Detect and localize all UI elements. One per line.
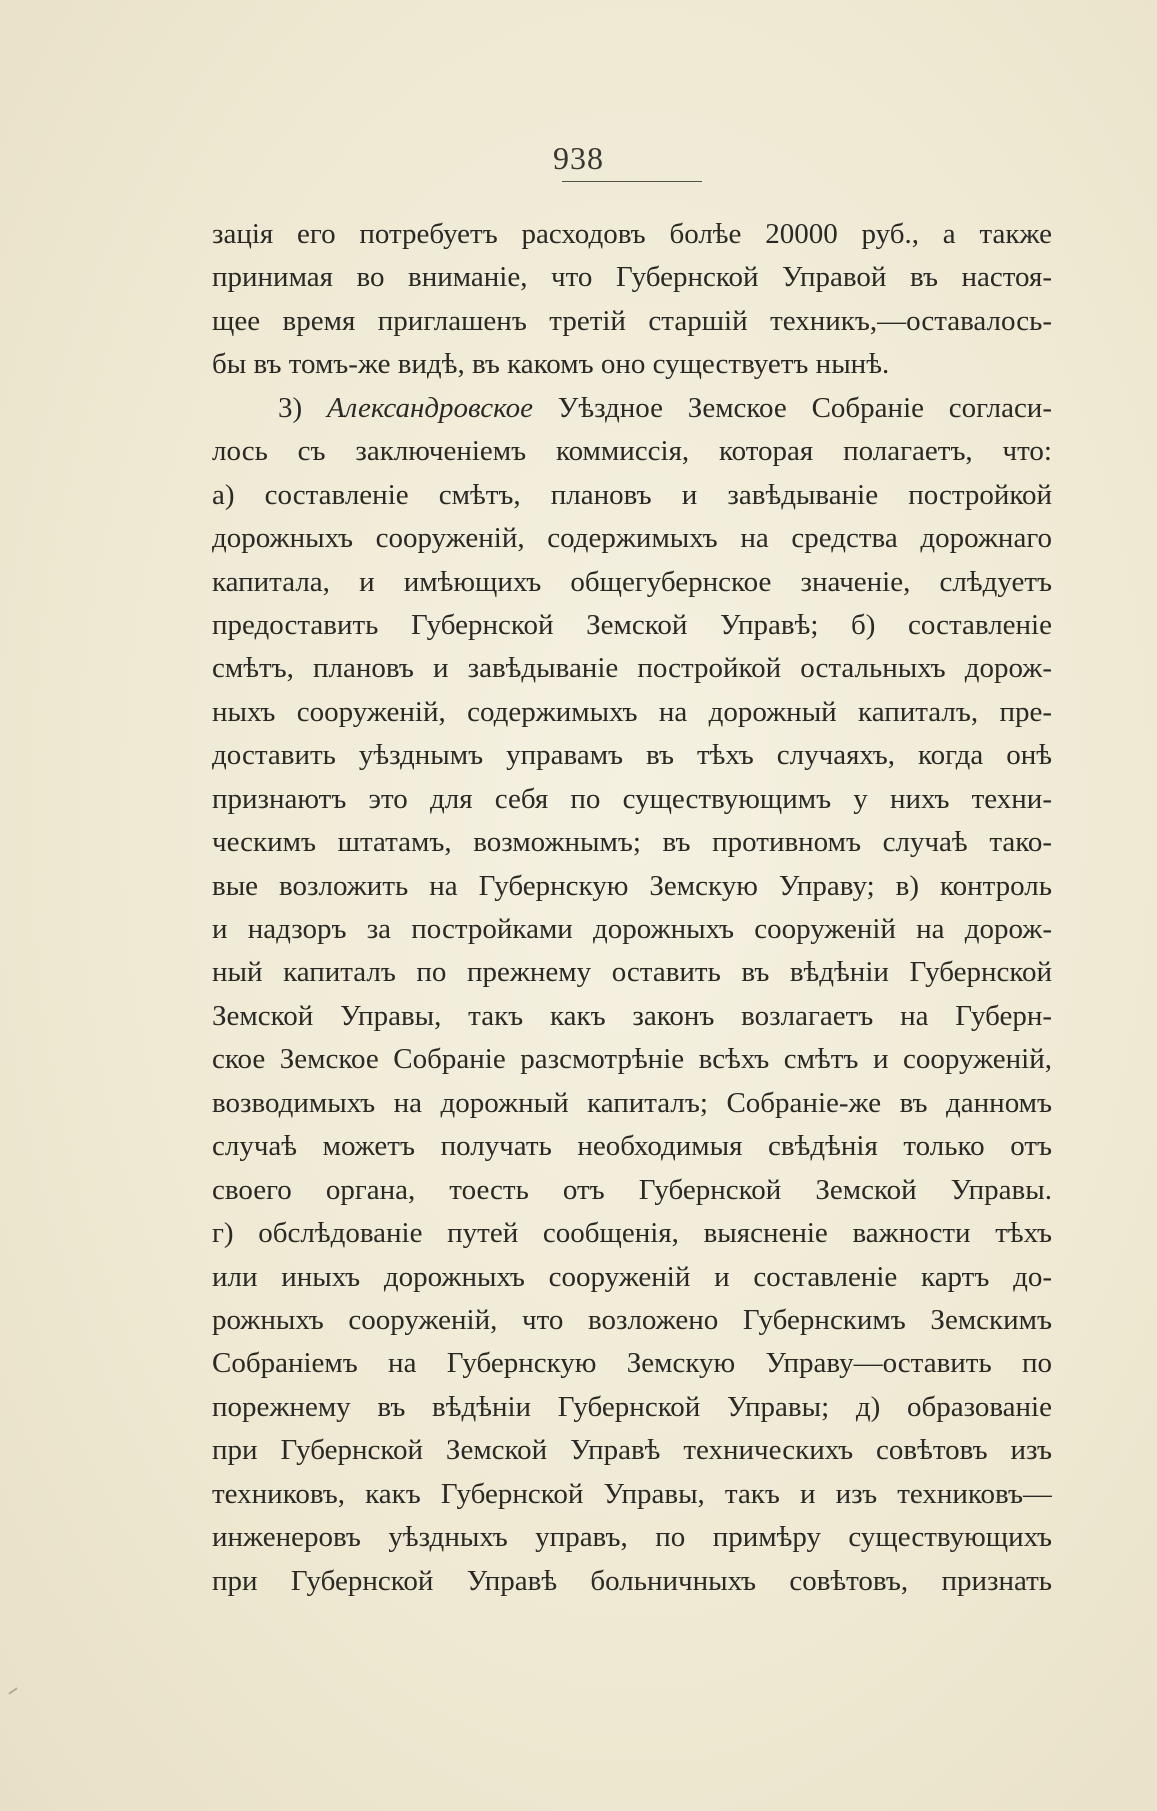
line-text: предоставить Губернской Земской Управѣ; б) составленіе bbox=[212, 608, 1052, 641]
text-line bbox=[212, 1429, 1052, 1472]
text-line bbox=[212, 1169, 1052, 1212]
line-text: смѣтъ, плановъ и завѣдываніе постройкой остальныхъ дорож- bbox=[212, 652, 1052, 685]
line-text: бы въ томъ-же видѣ, въ какомъ оно существуетъ нынѣ. bbox=[212, 348, 890, 381]
line-text: техниковъ, какъ Губернской Управы, такъ и изъ техниковъ— bbox=[212, 1477, 1052, 1510]
line-text: а) составленіе смѣтъ, плановъ и завѣдываніе постройкой bbox=[212, 478, 1052, 511]
text-line bbox=[212, 1082, 1052, 1125]
line-text: и надзоръ за постройками дорожныхъ сооруженій на дорож- bbox=[212, 913, 1052, 945]
text-line bbox=[212, 1125, 1052, 1168]
line-text: рожныхъ сооруженій, что возложено Губернскимъ Земскимъ bbox=[212, 1303, 1052, 1336]
paper-speck bbox=[8, 1687, 17, 1694]
line-text: вые возложить на Губернскую Земскую Управу; в) контроль bbox=[212, 869, 1052, 902]
text-line bbox=[212, 300, 1052, 343]
line-text: зація его потребуетъ расходовъ болѣе 20000 руб., а также bbox=[212, 218, 1052, 250]
line-text: принимая во вниманіе, что Губернской Управой въ настоя- bbox=[212, 261, 1052, 294]
line-text: при Губернской Земской Управѣ техническихъ совѣтовъ изъ bbox=[212, 1434, 1052, 1467]
text-line bbox=[212, 995, 1052, 1038]
line-text: доставить уѣзднымъ управамъ въ тѣхъ случаяхъ, когда онѣ bbox=[212, 739, 1052, 772]
text-line bbox=[212, 604, 1052, 647]
line-text: ный капиталъ по прежнему оставить въ вѣдѣніи Губернской bbox=[212, 956, 1052, 989]
line-text: возводимыхъ на дорожный капиталъ; Собраніе-же въ данномъ bbox=[212, 1086, 1052, 1119]
line-text: капитала, и имѣющихъ общегубернское значеніе, слѣдуетъ bbox=[212, 565, 1052, 598]
text-line bbox=[212, 951, 1052, 994]
text-line bbox=[212, 1386, 1052, 1429]
line-text: дорожныхъ сооруженій, содержимыхъ на средства дорожнаго bbox=[212, 522, 1052, 555]
text-line bbox=[212, 343, 1052, 386]
header-rule bbox=[562, 181, 702, 182]
text-line bbox=[212, 1516, 1052, 1559]
text-line bbox=[212, 908, 1052, 951]
line-text: ское Земское Собраніе разсмотрѣніе всѣхъ смѣтъ и сооруженій, bbox=[212, 1043, 1052, 1076]
text-line bbox=[212, 691, 1052, 734]
line-text: своего органа, тоесть отъ Губернской Земской Управы. bbox=[212, 1173, 1052, 1206]
line-text: или иныхъ дорожныхъ сооруженій и составленіе картъ до- bbox=[212, 1260, 1052, 1293]
line-text: лось съ заключеніемъ коммиссія, которая полагаетъ, что: bbox=[212, 435, 1052, 468]
line-text: Уѣздное Земское Собраніе согласи- bbox=[532, 391, 1052, 424]
text-line bbox=[212, 430, 1052, 473]
line-text: случаѣ можетъ получать необходимыя свѣдѣнія только отъ bbox=[212, 1130, 1052, 1163]
text-line bbox=[212, 1342, 1052, 1385]
text-line bbox=[212, 778, 1052, 821]
text-line bbox=[212, 821, 1052, 864]
line-text: щее время приглашенъ третій старшій техникъ,—оставалось- bbox=[212, 304, 1052, 337]
text-line bbox=[212, 865, 1052, 908]
text-line bbox=[212, 561, 1052, 604]
line-text: инженеровъ уѣздныхъ управъ, по примѣру существующихъ bbox=[212, 1521, 1052, 1554]
italic-term: Александровское bbox=[326, 391, 533, 424]
text-line bbox=[212, 387, 1052, 430]
line-text: г) обслѣдованіе путей сообщенія, выясненіе важности тѣхъ bbox=[212, 1217, 1052, 1250]
text-line bbox=[212, 474, 1052, 517]
text-line bbox=[212, 1256, 1052, 1299]
text-line bbox=[212, 734, 1052, 777]
text-line bbox=[212, 213, 1052, 256]
line-text: ческимъ штатамъ, возможнымъ; въ противномъ случаѣ тако- bbox=[212, 826, 1052, 859]
line-text: ныхъ сооруженій, содержимыхъ на дорожный капиталъ, пре- bbox=[212, 695, 1052, 728]
text-line bbox=[212, 1212, 1052, 1255]
text-line bbox=[212, 1473, 1052, 1516]
line-text: порежнему въ вѣдѣніи Губернской Управы; д) образованіе bbox=[212, 1390, 1052, 1423]
text-line bbox=[212, 256, 1052, 299]
text-line bbox=[212, 1560, 1052, 1603]
line-text: признаютъ это для себя по существующимъ у нихъ техни- bbox=[212, 782, 1052, 815]
body-text bbox=[212, 213, 1052, 1603]
line-prefix: 3) bbox=[278, 391, 327, 424]
text-line bbox=[212, 647, 1052, 690]
line-text: Земской Управы, такъ какъ законъ возлагаетъ на Губерн- bbox=[212, 999, 1052, 1032]
text-line bbox=[212, 1038, 1052, 1081]
text-line bbox=[212, 1299, 1052, 1342]
line-text: при Губернской Управѣ больничныхъ совѣтовъ, признать bbox=[212, 1564, 1052, 1597]
line-text: Собраніемъ на Губернскую Земскую Управу—оставить по bbox=[212, 1347, 1052, 1380]
text-line bbox=[212, 517, 1052, 560]
page-number: 938 bbox=[553, 140, 604, 176]
